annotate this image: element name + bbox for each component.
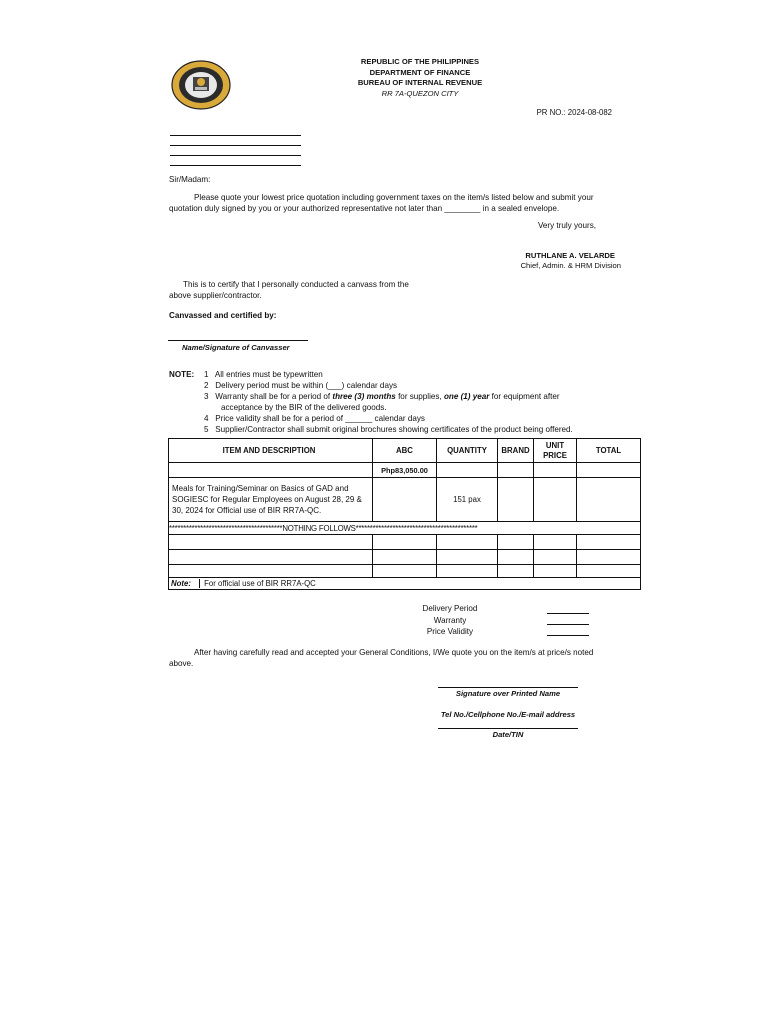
table-cell[interactable] xyxy=(169,535,373,550)
table-cell[interactable] xyxy=(373,535,437,550)
signatory-title: Chief, Admin. & HRM Division xyxy=(520,261,621,270)
address-line-2[interactable] xyxy=(170,145,301,146)
table-cell[interactable] xyxy=(437,565,498,578)
header-total: TOTAL xyxy=(577,439,641,463)
note-num: 1 xyxy=(204,370,209,379)
certify-line-2: above supplier/contractor. xyxy=(169,291,262,300)
pr-number: PR NO.: 2024-08-082 xyxy=(536,108,612,117)
table-row xyxy=(169,522,641,535)
delivery-label: Delivery Period xyxy=(422,604,478,613)
note-item-3-cont: acceptance by the BIR of the delivered goods. xyxy=(221,403,387,412)
note-text: for supplies, xyxy=(398,392,442,401)
table-cell[interactable] xyxy=(498,550,534,565)
signatory-name: RUTHLANE A. VELARDE xyxy=(525,251,615,260)
table-cell xyxy=(498,463,534,478)
note-num: 3 xyxy=(204,392,209,401)
closing: Very truly yours, xyxy=(537,221,596,230)
table-cell[interactable] xyxy=(498,565,534,578)
note-text: Price validity shall be for a period of xyxy=(215,414,344,423)
table-cell[interactable] xyxy=(534,550,577,565)
table-note xyxy=(169,578,641,590)
table-cell[interactable] xyxy=(169,565,373,578)
table-cell[interactable] xyxy=(577,550,641,565)
warranty-label: Warranty xyxy=(433,616,467,625)
intro-line-1: Please quote your lowest price quotation including government taxes on the item/s listed below and submit your xyxy=(194,193,594,202)
contact-label: Tel No./Cellphone No./E-mail address xyxy=(440,710,576,719)
note-text: Warranty shall be for a period of xyxy=(215,392,331,401)
header-republic: REPUBLIC OF THE PHILIPPINES xyxy=(360,57,480,66)
unit-price-input[interactable] xyxy=(534,478,577,522)
table-cell xyxy=(437,463,498,478)
salutation: Sir/Madam: xyxy=(169,175,211,184)
header-brand: BRAND xyxy=(498,439,534,463)
header-block xyxy=(300,57,540,99)
canvassed-label: Canvassed and certified by: xyxy=(169,311,277,320)
printed-name-label: Signature over Printed Name xyxy=(455,689,561,698)
bir-seal-icon xyxy=(171,60,231,110)
note-text: Delivery period must be within xyxy=(215,381,324,390)
note-item-5 xyxy=(204,424,573,435)
header-unit-price: UNIT PRICE xyxy=(534,439,577,463)
canvasser-signature-line[interactable] xyxy=(168,340,308,341)
items-table xyxy=(168,438,641,590)
header-quantity: QUANTITY xyxy=(437,439,498,463)
address-line-4[interactable] xyxy=(170,165,301,166)
intro-line-2b: in a sealed envelope. xyxy=(482,204,560,213)
intro-line-2 xyxy=(169,203,559,214)
note-num: 4 xyxy=(204,414,209,423)
note-text: Supplier/Contractor shall submit original brochures showing certificates of the product being offered. xyxy=(215,425,573,434)
note-item-4 xyxy=(204,413,425,424)
acceptance-line-2: above. xyxy=(169,659,194,668)
table-cell xyxy=(577,463,641,478)
item-description: Meals for Training/Seminar on Basics of GAD and SOGIESC for Regular Employees on August 28, 29 & 30, 2024 for Official use of BIR RR7A-QC. xyxy=(169,478,373,522)
table-note-text: For official use of BIR RR7A-QC xyxy=(204,579,316,588)
canvasser-label: Name/Signature of Canvasser xyxy=(182,343,290,352)
table-row xyxy=(169,565,641,578)
deadline-blank[interactable]: ________ xyxy=(444,204,481,213)
note-text: All entries must be typewritten xyxy=(214,370,323,379)
table-cell[interactable] xyxy=(437,535,498,550)
delivery-input[interactable] xyxy=(547,613,589,614)
note-text: calendar days xyxy=(346,381,398,390)
table-note-row xyxy=(169,578,641,590)
table-cell[interactable] xyxy=(534,535,577,550)
note-emphasis: three (3) months xyxy=(332,392,396,401)
address-line-3[interactable] xyxy=(170,155,301,156)
note-num: 2 xyxy=(204,381,209,390)
table-cell[interactable] xyxy=(577,565,641,578)
total-input[interactable] xyxy=(577,478,641,522)
abc-value: Php83,050.00 xyxy=(373,463,437,478)
acceptance-line-1: After having carefully read and accepted your General Conditions, I/We quote you on the item/s at price/s noted xyxy=(194,648,594,657)
table-row xyxy=(169,550,641,565)
table-row xyxy=(169,463,641,478)
header-office: RR 7A-QUEZON CITY xyxy=(381,88,459,98)
quantity-value: 151 pax xyxy=(437,478,498,522)
note-item-1 xyxy=(204,369,323,380)
validity-input[interactable] xyxy=(547,635,589,636)
brand-input[interactable] xyxy=(498,478,534,522)
table-note-label: Note: xyxy=(169,579,200,588)
table-cell xyxy=(169,463,373,478)
header-department: DEPARTMENT OF FINANCE xyxy=(369,67,471,77)
intro-line-2a: quotation duly signed by you or your authorized representative not later than xyxy=(169,204,443,213)
validity-days-blank[interactable]: ______ xyxy=(345,414,373,423)
table-header-row xyxy=(169,439,641,463)
date-tin-label: Date/TIN xyxy=(492,730,524,739)
delivery-days-blank[interactable]: (___) xyxy=(325,381,345,390)
address-line-1[interactable] xyxy=(170,135,301,136)
table-cell[interactable] xyxy=(373,550,437,565)
table-cell[interactable] xyxy=(577,535,641,550)
note-text: for equipment after xyxy=(491,392,560,401)
table-cell[interactable] xyxy=(534,565,577,578)
note-item-2 xyxy=(204,380,397,391)
note-item-3 xyxy=(204,391,560,402)
table-cell[interactable] xyxy=(373,565,437,578)
note-num: 5 xyxy=(204,425,209,434)
certify-line-1: This is to certify that I personally conducted a canvass from the xyxy=(183,280,409,289)
table-cell[interactable] xyxy=(169,550,373,565)
validity-label: Price Validity xyxy=(426,627,474,636)
table-cell xyxy=(373,478,437,522)
note-emphasis: one (1) year xyxy=(443,392,490,401)
note-label: NOTE: xyxy=(169,370,195,379)
table-cell[interactable] xyxy=(498,535,534,550)
header-item: ITEM AND DESCRIPTION xyxy=(169,439,373,463)
table-row xyxy=(169,535,641,550)
warranty-input[interactable] xyxy=(547,624,589,625)
table-cell[interactable] xyxy=(437,550,498,565)
nothing-follows: ****************************************NOTHING FOLLOWS******************************************* xyxy=(169,522,641,535)
header-abc: ABC xyxy=(373,439,437,463)
table-row xyxy=(169,478,641,522)
note-text: calendar days xyxy=(374,414,425,423)
header-bureau: BUREAU OF INTERNAL REVENUE xyxy=(357,78,483,87)
table-cell xyxy=(534,463,577,478)
